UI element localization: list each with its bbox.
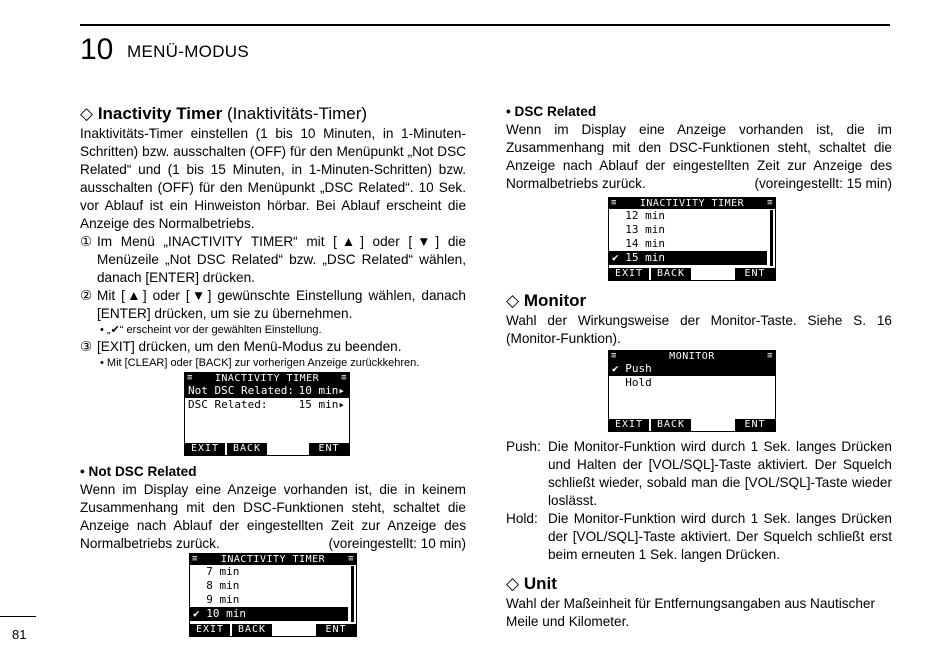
dsc-section — [506, 103, 892, 193]
page-number: 81 — [12, 627, 27, 642]
unit-section — [506, 573, 892, 631]
lcd-inactivity-timer-menu — [184, 372, 350, 456]
monitor-text: Wahl der Wirkungsweise der Monitor-Taste. Siehe S. 16 (Monitor-Funktion). — [506, 313, 892, 346]
dsc-text: Wenn im Display eine Anzeige vorhanden ist, die im Zusammenhang mit den DSC-Funktionen steht, schaltet die Anzeige nach Ablauf der eingestellten Zeit zur Anzeige des Normalbetriebs zurück. — [506, 122, 892, 191]
step-number: ① — [80, 234, 93, 249]
hold-description — [506, 510, 892, 564]
lcd-list-item: 12 min — [612, 209, 665, 222]
lcd-title-bar: ≡ INACTIVITY TIMER ≡ — [192, 554, 354, 565]
lcd-softkey-bar — [609, 419, 775, 431]
exit-key: EXIT — [190, 624, 230, 636]
heading-bold: Inactivity Timer — [97, 104, 223, 123]
dsc-heading: • DSC Related — [506, 104, 597, 119]
not-dsc-text: Wenn im Display eine Anzeige vorhanden ist, die in keinem Zusammenhang mit den DSC-Funktionen steht, schaltet die Anzeige nach Ablauf der eingestellten Zeit zur Anzeige des Normalbetriebs zurück. — [80, 482, 466, 551]
push-text: Die Monitor-Funktion wird durch 1 Sek. langes Drücken und Halten der [VOL/SQL]-Taste aktiviert. Der Squelch schließt wieder, sobald man die [VOL/SQL]-Taste wieder loslässt. — [548, 439, 892, 508]
lcd-list-item: Hold — [612, 376, 652, 389]
lcd-list-item: 13 min — [612, 223, 665, 236]
push-description — [506, 438, 892, 510]
diamond-icon: ◇ — [80, 104, 94, 123]
ent-key: ENT — [309, 443, 349, 455]
back-key: BACK — [227, 443, 267, 455]
monitor-heading: Monitor — [523, 291, 587, 310]
step-text: [EXIT] drücken, um den Menü-Modus zu beenden. — [97, 339, 402, 354]
lcd-softkey-bar — [609, 268, 775, 280]
lcd-list-item: 14 min — [612, 237, 665, 250]
heading-rest: (Inaktivitäts-Timer) — [222, 104, 368, 123]
lcd-title-bar: ≡ INACTIVITY TIMER ≡ — [187, 373, 347, 384]
unit-text: Wahl der Maßeinheit für Entfernungsangaben aus Nautischer Meile und Kilometer. — [506, 596, 876, 629]
lcd-softkey-bar — [190, 624, 356, 636]
monitor-section — [506, 290, 892, 348]
lcd-title-bar: ≡ INACTIVITY TIMER ≡ — [611, 198, 773, 209]
exit-key: EXIT — [185, 443, 225, 455]
chapter-number: 10 — [80, 33, 114, 66]
intro-paragraph: Inaktivitäts-Timer einstellen (1 bis 10 Minuten, in 1-Minuten-Schritten) bzw. ausschalten (OFF) für den Menüpunkt „Not DSC Related“ und (1 bis 15 Minuten, in 1-Minuten-Schritten) bzw. ausschalten (OFF) für den Menüpunkt „DSC Related“. 10 Sek. vor Ablauf ist ein Hinweiston hörbar. Bei Ablauf erscheint die Anzeige des Normalbetriebs. — [80, 126, 466, 231]
not-dsc-heading: • Not DSC Related — [80, 464, 197, 479]
lcd-softkey-bar — [185, 443, 349, 455]
lcd-list-item-selected: ✔ Push — [609, 362, 775, 376]
left-column — [80, 103, 466, 371]
push-label: Push: — [506, 439, 541, 454]
lcd-list-item-selected: ✔ 10 min — [190, 607, 348, 621]
step-2 — [80, 287, 466, 323]
hold-label: Hold: — [506, 511, 538, 526]
ent-key: ENT — [735, 419, 775, 431]
lcd-list-item: 9 min — [193, 593, 240, 606]
lcd-title-bar: ≡ MONITOR ≡ — [611, 351, 773, 362]
ent-key: ENT — [316, 624, 356, 636]
lcd-not-dsc-list — [189, 553, 357, 637]
lcd-list-item: 7 min — [193, 565, 240, 578]
lcd-row-not-dsc: Not DSC Related: 10 min▸ — [185, 384, 349, 398]
lcd-scrollbar — [770, 210, 773, 266]
back-key: BACK — [232, 624, 272, 636]
lcd-monitor-menu — [608, 350, 776, 432]
monitor-options — [506, 438, 892, 564]
lcd-row-dsc: DSC Related: 15 min▸ — [188, 398, 345, 411]
lcd-scrollbar — [351, 566, 354, 622]
lcd-dsc-list — [608, 197, 776, 281]
dsc-default: (voreingestellt: 15 min) — [754, 176, 892, 191]
hold-text: Die Monitor-Funktion wird durch 1 Sek. langes Drücken der [VOL/SQL]-Taste aktiviert. Der Squelch schließt erst beim erneuten 1 Sek. langen Drücken. — [548, 511, 892, 562]
diamond-icon: ◇ — [506, 574, 520, 593]
section-heading-inactivity — [80, 103, 466, 125]
step-number: ② — [80, 288, 93, 303]
unit-heading: Unit — [523, 574, 557, 593]
diamond-icon: ◇ — [506, 291, 520, 310]
page-number-rule — [0, 616, 36, 617]
not-dsc-default: (voreingestellt: 10 min) — [328, 536, 466, 551]
header-rule — [80, 24, 890, 26]
lcd-list-item-selected: ✔ 15 min — [609, 251, 767, 265]
step-text: Mit [▲] oder [▼] gewünschte Einstellung wählen, danach [ENTER] drücken, um sie zu übernehmen. — [97, 288, 466, 321]
exit-key: EXIT — [609, 419, 649, 431]
ent-key: ENT — [735, 268, 775, 280]
step-number: ③ — [80, 339, 93, 354]
back-key: BACK — [651, 268, 691, 280]
step-text: Im Menü „INACTIVITY TIMER“ mit [▲] oder [▼] die Menüzeile „Not DSC Related“ bzw. „DSC Related“ wählen, danach [ENTER] drücken. — [97, 234, 466, 285]
back-key: BACK — [651, 419, 691, 431]
chapter-title: MENÜ-MODUS — [127, 42, 249, 61]
step-3 — [80, 338, 466, 356]
exit-key: EXIT — [609, 268, 649, 280]
note-clear: • Mit [CLEAR] oder [BACK] zur vorherigen Anzeige zurückkehren. — [100, 357, 420, 369]
note-check: • „✔“ erscheint vor der gewählten Einstellung. — [100, 324, 322, 336]
section-heading-unit — [506, 573, 892, 595]
section-heading-monitor — [506, 290, 892, 312]
not-dsc-section — [80, 463, 466, 553]
lcd-list-item: 8 min — [193, 579, 240, 592]
step-1 — [80, 233, 466, 287]
